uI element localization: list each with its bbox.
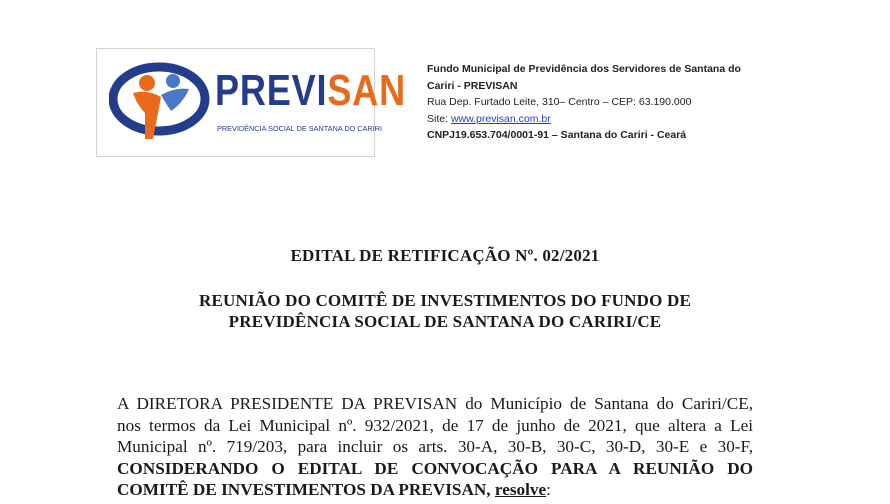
logo-wordmark: PREVISAN	[215, 66, 407, 115]
body-line: Municipal nº. 719/203, para incluir os arts. 30-A, 30-B, 30-C, 30-D, 30-E e 30-F,	[117, 437, 753, 456]
org-name-line2: Cariri - PREVISAN	[427, 79, 518, 92]
body-paragraph	[117, 393, 753, 501]
previsan-emblem-icon	[109, 59, 211, 145]
org-header	[427, 61, 757, 144]
org-cnpj: CNPJ19.653.704/0001-91 – Santana do Cariri - Ceará	[427, 129, 687, 141]
org-site: Site: www.previsan.com.br	[427, 112, 551, 125]
site-link[interactable]: www.previsan.com.br	[450, 112, 551, 125]
org-address: Rua Dep. Furtado Leite, 310– Centro – CEP: 63.190.000	[427, 96, 692, 108]
body-line: A DIRETORA PRESIDENTE DA PREVISAN do Município de Santana do Cariri/CE,	[117, 394, 753, 413]
edital-title: EDITAL DE RETIFICAÇÃO Nº. 02/2021	[290, 246, 600, 265]
logo-tagline: PREVIDÊNCIA SOCIAL DE SANTANA DO CARIRI	[217, 124, 383, 133]
body-line: COMITÊ DE INVESTIMENTOS DA PREVISAN, resolve:	[117, 480, 551, 499]
org-name-line1: Fundo Municipal de Previdência dos Servidores de Santana do	[427, 63, 741, 75]
previsan-logo	[96, 48, 407, 157]
meeting-title: REUNIÃO DO COMITÊ DE INVESTIMENTOS DO FUNDO DE PREVIDÊNCIA SOCIAL DE SANTANA DO CARIRI/CE	[198, 291, 692, 331]
body-line: nos termos da Lei Municipal nº. 932/2021, de 17 de junho de 2021, que altera a Lei	[117, 415, 753, 435]
body-line: CONSIDERANDO O EDITAL DE CONVOCAÇÃO PARA A REUNIÃO DO	[117, 458, 753, 478]
